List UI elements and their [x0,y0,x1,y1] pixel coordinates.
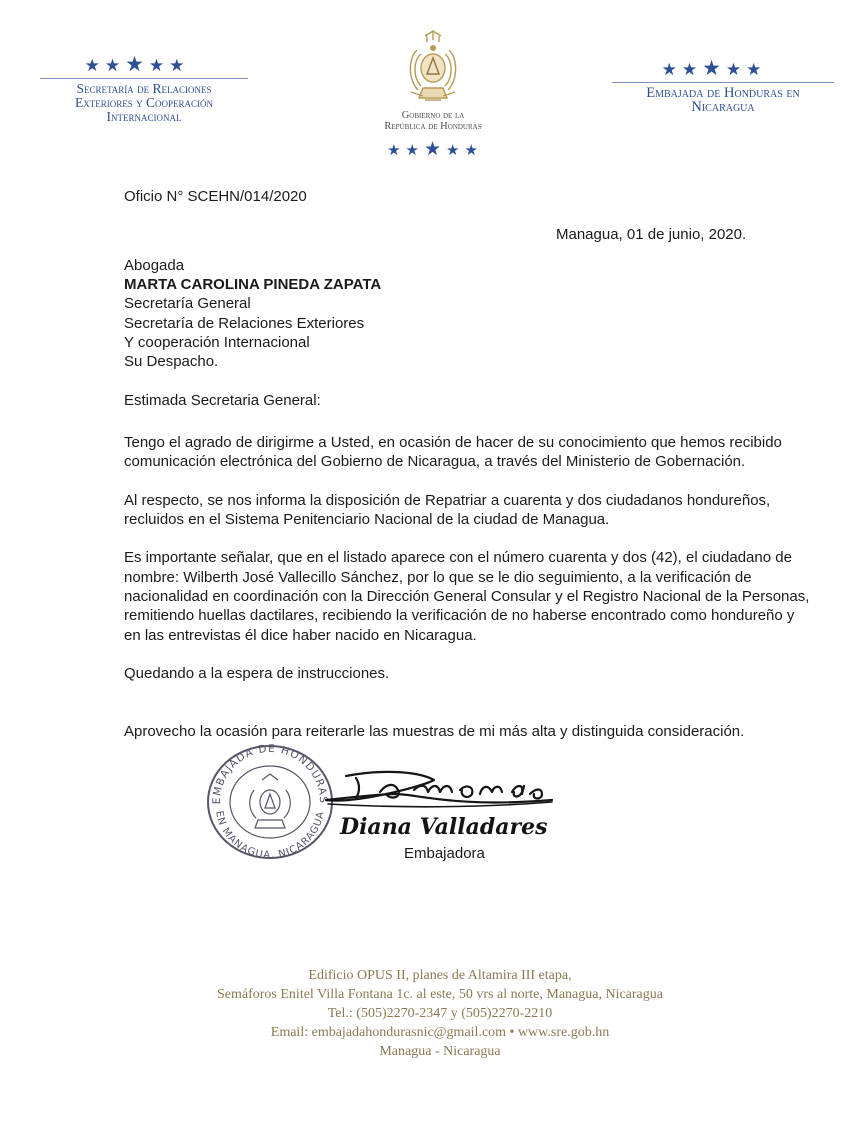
paragraph-line: comunicación electrónica del Gobierno de Nicaragua, a través del Ministerio de Gobernación. [124,453,746,470]
header-left-rule [40,78,248,79]
star-icon: ★ [464,141,483,159]
footer-line: Email: embajadahondurasnic@gmail.com • www.sre.gob.hn [270,1025,610,1040]
header-left-title: Secretaría de Relaciones Exteriores y Cooperación Internacional [74,81,213,124]
recipient-closing: Su Despacho. [124,353,219,370]
header-right-stars [594,56,834,80]
recipient-position: Secretaría General [124,295,251,312]
header-left [40,52,248,124]
star-icon: ★ [387,141,406,159]
paragraph-line: recluidos en el Sistema Penitenciario Nacional de la ciudad de Managua. [124,511,610,528]
star-icon: ★ [661,60,682,80]
coat-of-arms-icon [403,30,463,106]
header-left-stars [26,52,248,76]
salutation: Estimada Secretaria General: [124,392,321,409]
recipient-org-line2: Y cooperación Internacional [124,334,310,351]
header-center-title: Gobierno de la República de Honduras [384,110,482,132]
star-icon: ★ [446,141,465,159]
star-icon: ★ [125,52,149,76]
date-line: Managua, 01 de junio, 2020. [556,226,747,243]
header-center-stars [364,138,506,160]
paragraph-line: Al respecto, se nos informa la disposición de Repatriar a cuarenta y dos ciudadanos hondureños, [124,492,771,509]
header-right-rule [612,82,834,83]
courtesy-line: Aprovecho la ocasión para reiterarle las muestras de mi más alta y distinguida consideración. [124,723,745,740]
paragraph-line: nombre: Wilberth José Vallecillo Sánchez, por lo que se le dio seguimiento, a la verificación de [124,569,752,586]
paragraph-line: nacionalidad en coordinación con la Dirección General Consular y el Registro Nacional de la Personas, [124,588,810,605]
seal-text-bottom: EN MANAGUA, NICARAGUA [213,809,327,862]
star-icon: ★ [104,56,126,76]
footer-line: Edificio OPUS II, planes de Altamira III etapa, [308,968,572,983]
footer-line: Managua - Nicaragua [379,1044,501,1059]
star-icon: ★ [423,138,447,160]
recipient-org-line1: Secretaría de Relaciones Exteriores [124,315,365,332]
paragraph-line: Es importante señalar, que en el listado aparece con el número cuarenta y dos (42), el ciudadano de [124,549,792,566]
signatory-title: Embajadora [404,845,485,862]
paragraph-line: en las entrevistas él dice haber nacido en Nicaragua. [124,627,477,644]
star-icon: ★ [405,141,424,159]
star-icon: ★ [148,56,170,76]
footer-line: Semáforos Enitel Villa Fontana 1c. al este, 50 vrs al norte, Managua, Nicaragua [217,987,663,1002]
recipient-name: MARTA CAROLINA PINEDA ZAPATA [124,276,382,293]
star-icon: ★ [169,56,190,76]
header-center [360,30,506,160]
signatory-name: Diana Valladares [340,814,548,840]
svg-text:EN MANAGUA, NICARAGUA [213,810,327,861]
recipient-title: Abogada [124,257,185,274]
star-icon: ★ [84,56,105,76]
header-right-title: Embajada de Honduras en Nicaragua [646,85,800,115]
paragraph-line: remitiendo huellas dactilares, recibiendo la verificación de no haberse encontrado como hondureño y [124,607,795,624]
star-icon: ★ [725,60,747,80]
seal-text-top: EMBAJADA DE HONDURAS [210,742,330,805]
footer-address [170,966,710,1061]
reference-number: Oficio N° SCEHN/014/2020 [124,188,307,205]
star-icon: ★ [681,60,703,80]
paragraph-line: Quedando a la espera de instrucciones. [124,665,390,682]
header-right [612,56,834,114]
star-icon: ★ [746,60,767,80]
paragraph-line: Tengo el agrado de dirigirme a Usted, en ocasión de hacer de su conocimiento que hemos recibido [124,434,782,451]
star-icon: ★ [702,56,726,80]
footer-line: Tel.: (505)2270-2347 y (505)2270-2210 [327,1006,553,1021]
